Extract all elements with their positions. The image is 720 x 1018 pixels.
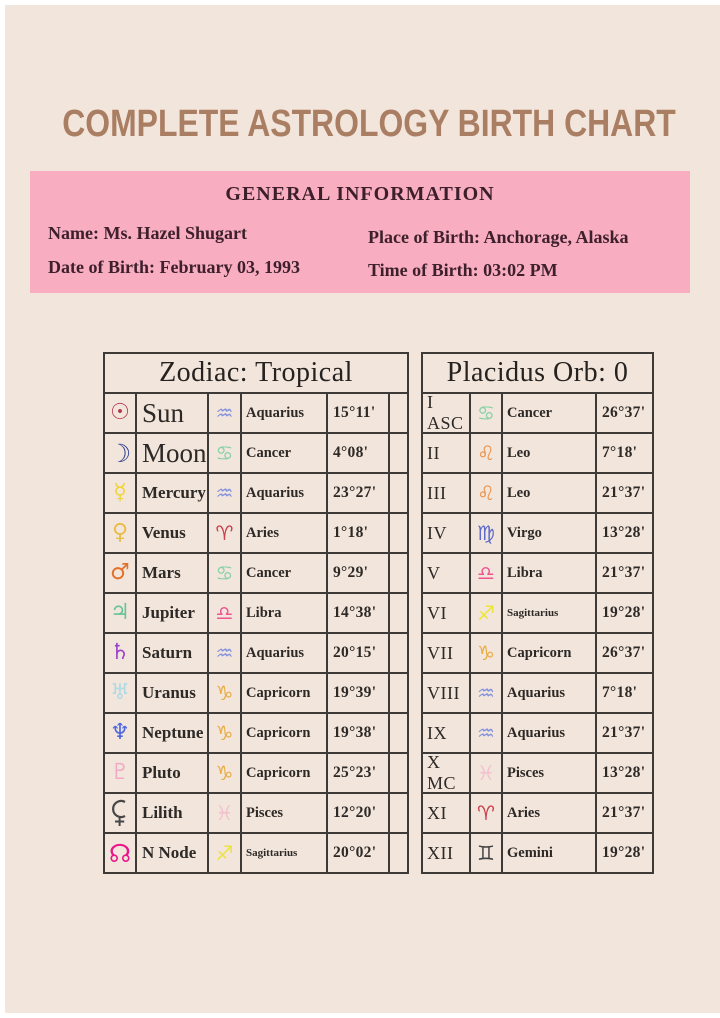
sign-name: Virgo [503, 514, 597, 554]
house-label: V [423, 554, 471, 594]
spacer-cell [390, 474, 409, 514]
leo-icon: ♌ [477, 441, 495, 465]
sign-name: Aquarius [242, 474, 328, 514]
planet-name: N Node [137, 834, 209, 874]
house-label: II [423, 434, 471, 474]
cancer-icon: ♋ [477, 401, 495, 425]
jupiter-icon: ♃ [110, 600, 130, 625]
capricorn-icon: ♑ [215, 761, 234, 785]
capricorn-icon: ♑ [477, 641, 495, 665]
degree-value: 21°37' [597, 554, 654, 594]
planet-name: Saturn [137, 634, 209, 674]
houses-table-header: Placidus Orb: 0 [423, 354, 654, 394]
sign-name: Sagittarius [503, 594, 597, 634]
degree-value: 19°38' [328, 714, 390, 754]
spacer-cell [390, 594, 409, 634]
cancer-icon: ♋ [215, 561, 234, 585]
general-info-panel [30, 171, 690, 293]
venus-icon: ♀ [111, 520, 129, 545]
sagittarius-icon: ♐ [477, 601, 495, 625]
spacer-cell [390, 834, 409, 874]
house-label: VIII [423, 674, 471, 714]
spacer-cell [390, 794, 409, 834]
sign-name: Aquarius [503, 674, 597, 714]
date-of-birth-field: Date of Birth: February 03, 1993 [48, 257, 300, 277]
place-of-birth-field: Place of Birth: Anchorage, Alaska [368, 227, 629, 247]
capricorn-icon: ♑ [215, 721, 234, 745]
aquarius-icon: ♒ [477, 721, 495, 745]
degree-value: 26°37' [597, 634, 654, 674]
mars-icon: ♂ [110, 560, 130, 585]
sign-name: Sagittarius [242, 834, 328, 874]
degree-value: 13°28' [597, 754, 654, 794]
spacer-cell [390, 674, 409, 714]
aquarius-icon: ♒ [215, 401, 234, 425]
house-label: XII [423, 834, 471, 874]
houses-table [421, 352, 654, 874]
planet-name: Uranus [137, 674, 209, 714]
spacer-cell [390, 394, 409, 434]
capricorn-icon: ♑ [215, 681, 234, 705]
degree-value: 23°27' [328, 474, 390, 514]
gemini-icon: ♊ [477, 841, 495, 865]
degree-value: 4°08' [328, 434, 390, 474]
planet-name: Venus [137, 514, 209, 554]
uranus-icon: ♅ [110, 680, 130, 705]
page-title: COMPLETE ASTROLOGY BIRTH CHART [62, 103, 676, 145]
lilith-icon [111, 799, 129, 827]
sagittarius-icon: ♐ [215, 841, 234, 865]
pluto-icon: ♇ [110, 760, 130, 785]
house-label: IX [423, 714, 471, 754]
sun-icon: ☉ [110, 400, 130, 425]
aquarius-icon: ♒ [215, 641, 234, 665]
degree-value: 7°18' [597, 674, 654, 714]
libra-icon: ♎ [215, 601, 234, 625]
degree-value: 25°23' [328, 754, 390, 794]
sign-name: Libra [242, 594, 328, 634]
general-info-heading: GENERAL INFORMATION [225, 183, 495, 205]
north-node-icon: ☊ [108, 838, 132, 868]
house-label: I ASC [423, 394, 471, 434]
sign-name: Aries [242, 514, 328, 554]
sign-name: Cancer [242, 434, 328, 474]
zodiac-table-header: Zodiac: Tropical [105, 354, 409, 394]
moon-icon: ☽ [108, 438, 132, 468]
aries-icon: ♈ [477, 801, 495, 825]
sign-name: Capricorn [242, 754, 328, 794]
sign-name: Aries [503, 794, 597, 834]
planet-name: Jupiter [137, 594, 209, 634]
degree-value: 7°18' [597, 434, 654, 474]
planet-name: Moon [137, 434, 209, 474]
degree-value: 9°29' [328, 554, 390, 594]
planet-name: Mars [137, 554, 209, 594]
spacer-cell [390, 554, 409, 594]
degree-value: 20°02' [328, 834, 390, 874]
degree-value: 20°15' [328, 634, 390, 674]
planet-name: Sun [137, 394, 209, 434]
house-label: XI [423, 794, 471, 834]
sign-name: Pisces [503, 754, 597, 794]
mercury-icon: ☿ [113, 480, 127, 505]
aquarius-icon: ♒ [215, 481, 234, 505]
name-field: Name: Ms. Hazel Shugart [48, 223, 247, 243]
degree-value: 14°38' [328, 594, 390, 634]
degree-value: 15°11' [328, 394, 390, 434]
house-label: VI [423, 594, 471, 634]
cancer-icon: ♋ [215, 441, 234, 465]
planet-name: Pluto [137, 754, 209, 794]
house-label: X MC [423, 754, 471, 794]
sign-name: Aquarius [242, 634, 328, 674]
sign-name: Capricorn [242, 714, 328, 754]
document-page [5, 5, 720, 1013]
sign-name: Pisces [242, 794, 328, 834]
spacer-cell [390, 754, 409, 794]
sign-name: Cancer [242, 554, 328, 594]
time-of-birth-field: Time of Birth: 03:02 PM [368, 260, 558, 280]
degree-value: 21°37' [597, 714, 654, 754]
aquarius-icon: ♒ [477, 681, 495, 705]
degree-value: 19°28' [597, 594, 654, 634]
aries-icon: ♈ [215, 521, 234, 545]
leo-icon: ♌ [477, 481, 495, 505]
sign-name: Libra [503, 554, 597, 594]
sign-name: Leo [503, 434, 597, 474]
degree-value: 26°37' [597, 394, 654, 434]
planet-name: Lilith [137, 794, 209, 834]
degree-value: 21°37' [597, 794, 654, 834]
house-label: VII [423, 634, 471, 674]
spacer-cell [390, 514, 409, 554]
degree-value: 19°28' [597, 834, 654, 874]
zodiac-table [103, 352, 409, 874]
spacer-cell [390, 434, 409, 474]
sign-name: Capricorn [503, 634, 597, 674]
planet-name: Neptune [137, 714, 209, 754]
degree-value: 12°20' [328, 794, 390, 834]
sign-name: Aquarius [503, 714, 597, 754]
house-label: IV [423, 514, 471, 554]
virgo-icon: ♍ [477, 521, 495, 545]
spacer-cell [390, 714, 409, 754]
sign-name: Leo [503, 474, 597, 514]
pisces-icon: ♓ [215, 801, 234, 825]
degree-value: 1°18' [328, 514, 390, 554]
sign-name: Capricorn [242, 674, 328, 714]
spacer-cell [390, 634, 409, 674]
degree-value: 19°39' [328, 674, 390, 714]
sign-name: Cancer [503, 394, 597, 434]
saturn-icon: ♄ [110, 640, 130, 665]
degree-value: 21°37' [597, 474, 654, 514]
planet-name: Mercury [137, 474, 209, 514]
sign-name: Gemini [503, 834, 597, 874]
sign-name: Aquarius [242, 394, 328, 434]
libra-icon: ♎ [477, 561, 495, 585]
house-label: III [423, 474, 471, 514]
degree-value: 13°28' [597, 514, 654, 554]
pisces-icon: ♓ [477, 761, 495, 785]
neptune-icon: ♆ [110, 720, 130, 745]
